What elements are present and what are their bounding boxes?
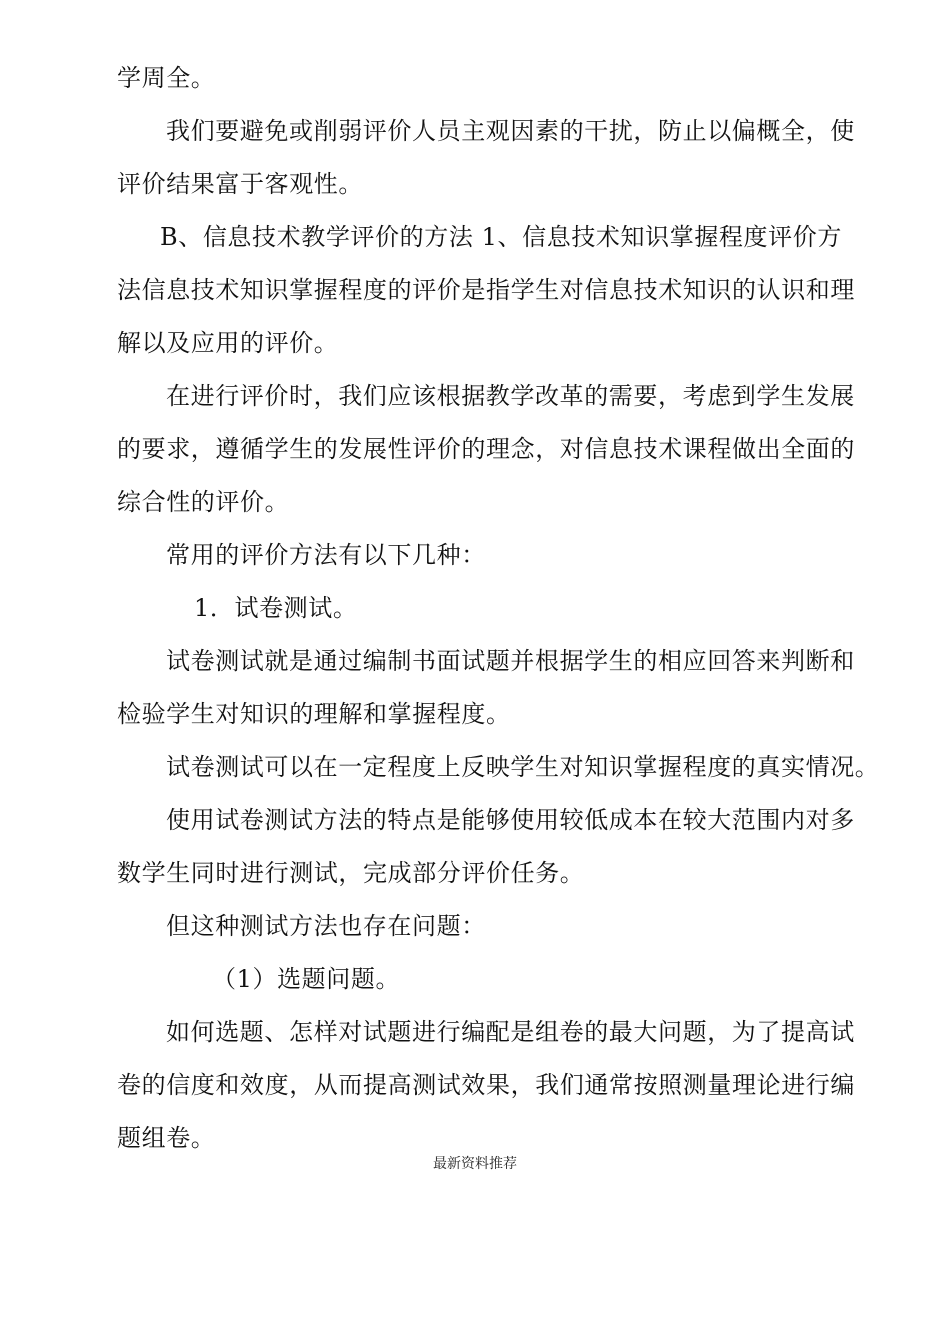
text-line: 在进行评价时，我们应该根据教学改革的需要，考虑到学生发展	[166, 382, 855, 410]
text-line: 的要求，遵循学生的发展性评价的理念，对信息技术课程做出全面的	[117, 435, 855, 463]
text-line: 但这种测试方法也存在问题：	[166, 912, 486, 940]
text-line: 常用的评价方法有以下几种：	[166, 541, 486, 569]
text-line: 试卷测试可以在一定程度上反映学生对知识掌握程度的真实情况。	[166, 753, 880, 781]
text-line: 题组卷。	[117, 1124, 216, 1152]
text-line: （1）选题问题。	[212, 965, 401, 993]
text-line: 卷的信度和效度，从而提高测试效果，我们通常按照测量理论进行编	[117, 1071, 855, 1099]
text-line: 我们要避免或削弱评价人员主观因素的干扰，防止以偏概全，使	[166, 117, 855, 145]
text-line: 综合性的评价。	[117, 488, 290, 516]
text-line: 如何选题、怎样对试题进行编配是组卷的最大问题，为了提高试	[166, 1018, 855, 1046]
text-line: B、信息技术教学评价的方法 1、信息技术知识掌握程度评价方	[160, 223, 842, 251]
text-line: 评价结果富于客观性。	[117, 170, 363, 198]
text-line: 试卷测试就是通过编制书面试题并根据学生的相应回答来判断和	[166, 647, 855, 675]
text-line: 法信息技术知识掌握程度的评价是指学生对信息技术知识的认识和理	[117, 276, 855, 304]
text-line: 学周全。	[117, 64, 216, 92]
text-line: 1．试卷测试。	[194, 594, 358, 622]
page-footer: 最新资料推荐	[433, 1156, 517, 1172]
text-line: 使用试卷测试方法的特点是能够使用较低成本在较大范围内对多	[166, 806, 855, 834]
text-line: 检验学生对知识的理解和掌握程度。	[117, 700, 511, 728]
text-line: 数学生同时进行测试，完成部分评价任务。	[117, 859, 585, 887]
text-line: 解以及应用的评价。	[117, 329, 339, 357]
